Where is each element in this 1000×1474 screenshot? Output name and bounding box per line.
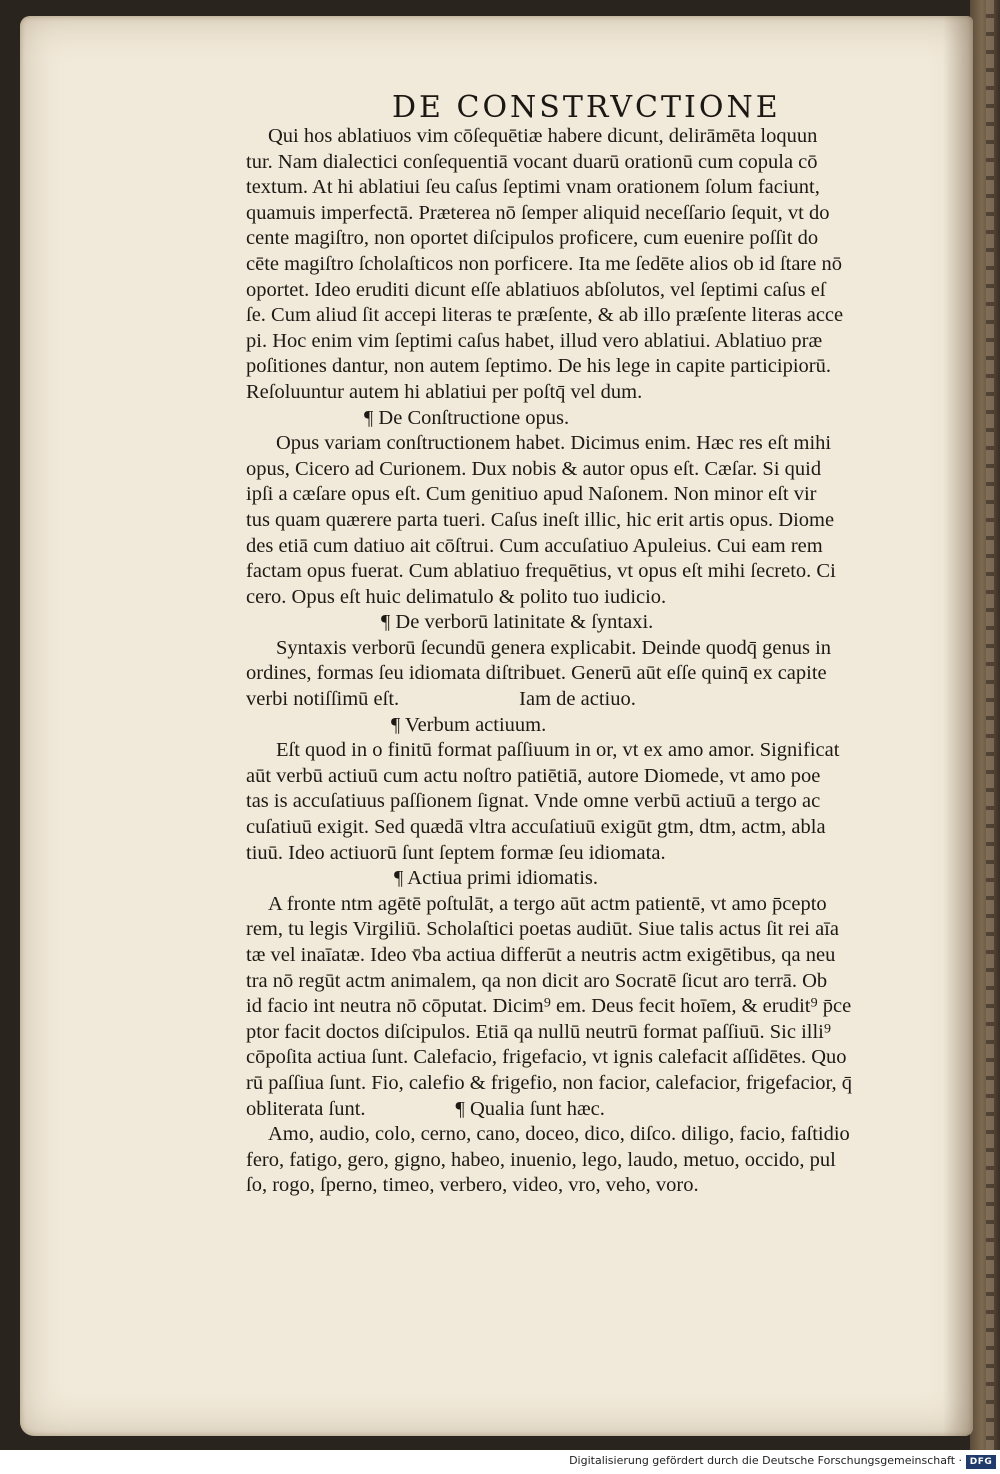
text-line: Syntaxis verborū ſecundū genera explicabit. Deinde quodq̄ genus in: [276, 636, 832, 659]
section-heading: ¶ De verborū latinitate & ſyntaxi.: [381, 611, 654, 634]
text-line: opus, Cicero ad Curionem. Dux nobis & autor opus eſt. Cæſar. Si quid: [246, 457, 822, 480]
text-line: quamuis imperfectā. Præterea nō ſemper aliquid neceſſario ſequit, vt do: [246, 201, 830, 224]
text-line: Eſt quod in o finitū format paſſiuum in or, vt ex amo amor. Significat: [276, 739, 840, 762]
text-segment: obliterata ſunt.: [246, 1097, 366, 1120]
text-line-split: [246, 687, 1000, 713]
text-line: ipſi a cæſare opus eſt. Cum genitiuo apud Naſonem. Non minor eſt vir: [246, 483, 817, 506]
text-line: oportet. Ideo eruditi dicunt eſſe ablatiuos abſolutos, vel ſeptimi caſus eſ: [246, 278, 826, 301]
footer-bar: [0, 1450, 1000, 1474]
text-line: tæ vel inaīatæ. Ideo v̄ba actiua differūt a neutris actm exigētibus, qa neu: [246, 944, 836, 966]
text-line: ſo, rogo, ſperno, timeo, verbero, video, vro, veho, voro.: [246, 1174, 699, 1197]
dfg-logo-icon: DFG: [966, 1455, 996, 1469]
text-line: factam opus fuerat. Cum ablatiuo frequētius, vt opus eſt mihi ſecreto. Ci: [246, 560, 836, 583]
text-line: Reſoluuntur autem hi ablatiui per poſtq̄ vel dum.: [246, 380, 643, 403]
text-line: cero. Opus eſt huic delimatulo & polito tuo iudicio.: [246, 585, 667, 608]
running-head: DE CONSTRVCTIONE: [392, 90, 781, 125]
text-line: A fronte ntm agētē poſtulāt, a tergo aūt actm patientē, vt amo p̄cepto: [268, 892, 827, 915]
text-line: Qui hos ablatiuos vim cōſequētiæ habere dicunt, delirāmēta loquun: [268, 125, 818, 147]
text-line: aūt verbū actiuū cum actu noſtro patiētiā, autore Diomede, vt amo poe: [246, 764, 821, 787]
text-line: textum. At hi ablatiui ſeu caſus ſeptimi vnam orationem ſolum faciunt,: [246, 176, 820, 199]
text-line: ordines, formas ſeu idiomata diſtribuet. Generū aūt eſſe quinq̄ ex capite: [246, 662, 827, 685]
text-line-split: [246, 1097, 1000, 1123]
section-heading: ¶ De Conſtructione opus.: [364, 406, 570, 429]
text-line: tus quam quærere parta tueri. Caſus ineſt illic, hic erit artis opus. Diome: [246, 508, 835, 531]
text-line: ſe. Cum aliud ſit accepi literas te præſente, & ab illo præſente literas acce: [246, 304, 844, 327]
text-line: cente magiſtro, non oportet diſcipulos proficere, cum euenire poſſit do: [246, 227, 819, 250]
text-line: rem, tu legis Virgiliū. Scholaſtici poetas audiūt. Siue talis actus ſit rei aīa: [246, 918, 839, 941]
text-line: cōpoſita actiua ſunt. Calefacio, frigefacio, vt ignis calefacit aſſidētes. Quo: [246, 1046, 847, 1069]
text-line: Opus variam conſtructionem habet. Dicimus enim. Hæc res eſt mihi: [276, 432, 832, 455]
text-line: tas is accuſatiuus paſſionem ſignat. Vnde omne verbū actiuū a tergo ac: [246, 790, 821, 813]
funding-note: Digitalisierung gefördert durch die Deutsche Forschungsgemeinschaft ·: [569, 1454, 962, 1467]
text-line: rū paſſiua ſunt. Fio, calefio & frigefio, non facior, calefacior, frigefacior, q̄: [246, 1071, 853, 1094]
text-line: tur. Nam dialectici conſequentiā vocant duarū orationū cum copula cō: [246, 150, 818, 173]
text-line: pi. Hoc enim vim ſeptimi caſus habet, illud vero ablatiui. Ablatiuo præ: [246, 329, 823, 352]
text-line: Amo, audio, colo, cerno, cano, doceo, dico, diſco. diligo, facio, faſtidio: [268, 1123, 850, 1146]
text-line: poſitiones dantur, non autem ſeptimo. De his lege in capite participiorū.: [246, 355, 831, 378]
text-line: ptor facit doctos diſcipulos. Etiā qa nullū neutrū format paſſiuū. Sic illi⁹: [246, 1020, 832, 1043]
text-line: id facio int neutra nō cōputat. Dicim⁹ em. Deus fecit hoīem, & erudit⁹ p̄ce: [246, 995, 852, 1018]
text-segment: verbi notiſſimū eſt.: [246, 688, 400, 711]
text-block: [246, 124, 1000, 1199]
text-line: cuſatiuū exigit. Sed quædā vltra accuſatiuū exigūt gtm, dtm, actm, abla: [246, 816, 826, 839]
text-line: tiuū. Ideo actiuorū ſunt ſeptem formæ ſeu idiomata.: [246, 841, 666, 864]
text-line: cēte magiſtro ſcholaſticos non porficere. Ita me ſedēte alios ob id ſtare nō: [246, 252, 842, 275]
section-heading: ¶ Actiua primi idiomatis.: [394, 867, 599, 890]
text-line: des etiā cum datiuo ait cōſtrui. Cum accuſatiuo Apuleius. Cui eam rem: [246, 534, 823, 557]
book-page: [20, 16, 973, 1436]
text-segment: ¶ Qualia ſunt hæc.: [455, 1097, 605, 1120]
text-segment: Iam de actiuo.: [519, 688, 636, 711]
text-line: fero, fatigo, gero, gigno, habeo, inuenio, lego, laudo, metuo, occido, pul: [246, 1148, 836, 1171]
section-heading: ¶ Verbum actiuum.: [391, 713, 547, 736]
text-line: tra nō regūt actm animalem, qa non dicit aro Socratē ſicut aro terrā. Ob: [246, 969, 828, 992]
